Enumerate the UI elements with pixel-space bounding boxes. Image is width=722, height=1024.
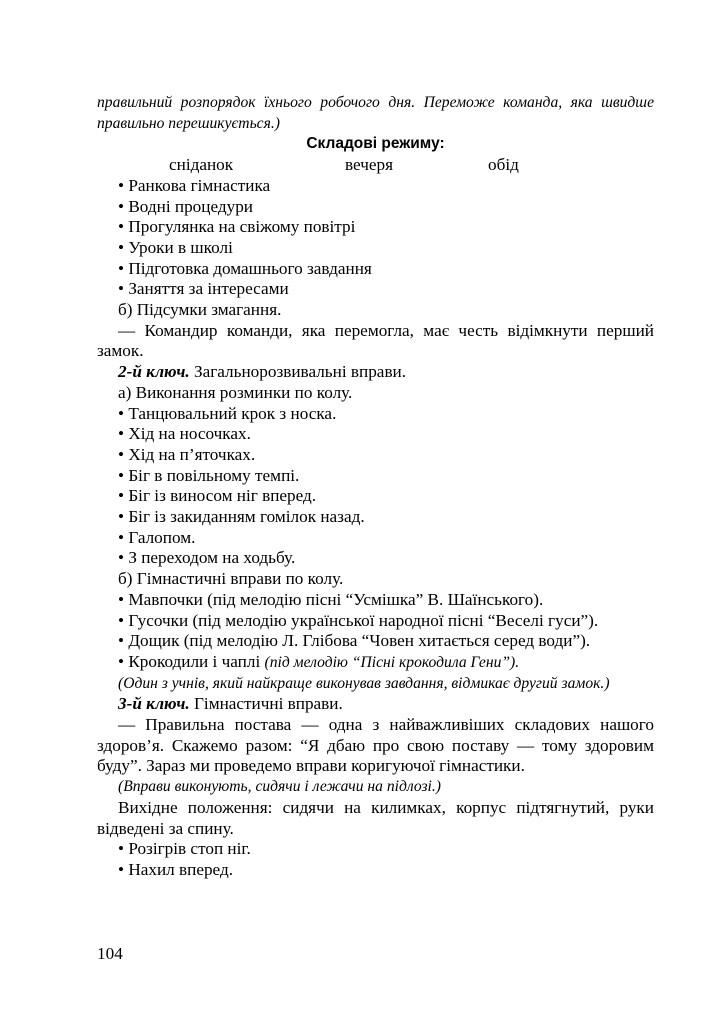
key2-text: Загальнорозвивальні вправи. bbox=[189, 362, 407, 382]
key3-label: 3-й ключ. bbox=[118, 694, 190, 714]
list-item: • Біг в повільному темпі. bbox=[118, 465, 300, 485]
gym-last-note: (під мелодію “Пісні крокодила Гени”). bbox=[264, 653, 520, 671]
meal-lunch: обід bbox=[488, 155, 519, 175]
regime-heading: Складові режиму: bbox=[306, 135, 445, 153]
list-item: • Заняття за інтересами bbox=[118, 279, 289, 299]
list-item: • Розігрів стоп ніг. bbox=[118, 839, 251, 859]
meal-breakfast: сніданок bbox=[169, 155, 234, 175]
list-item: • Біг із виносом ніг вперед. bbox=[118, 486, 317, 506]
posture-paragraph: — Правильна постава — одна з найважливіших складових нашого здоров’я. Скажемо разом: “Я дбаю про свою поставу — тому здоровим буду”. Зараз ми проведемо вправи коригуючої гімнастики. bbox=[97, 715, 654, 776]
list-item: • Ранкова гімнастика bbox=[118, 175, 271, 195]
key2-line bbox=[97, 362, 654, 383]
meal-dinner: вечеря bbox=[345, 155, 393, 175]
start-position-paragraph: Вихідне положення: сидячи на килимках, корпус підтягнутий, руки відведені за спину. bbox=[97, 797, 654, 838]
list-item: • Танцювальний крок з носка. bbox=[118, 403, 337, 423]
list-item: • Прогулянка на свіжому повітрі bbox=[118, 217, 356, 237]
key2-label: 2-й ключ. bbox=[118, 362, 190, 382]
second-lock-note: (Один з учнів, який найкраще виконував завдання, відмикає другий замок.) bbox=[118, 674, 610, 692]
list-item: • Підготовка домашнього завдання bbox=[118, 258, 372, 278]
summary-line: б) Підсумки змагання. bbox=[118, 300, 282, 320]
list-item bbox=[97, 652, 654, 674]
intro-text: правильний розпорядок їхнього робочого дня. Переможе команда, яка швидше правильно перешикується.) bbox=[97, 94, 654, 132]
gym-label: б) Гімнастичні вправи по колу. bbox=[118, 569, 344, 589]
key3-line bbox=[97, 694, 654, 715]
list-item: • Хід на носочках. bbox=[118, 424, 251, 444]
key3-text: Гімнастичні вправи. bbox=[189, 694, 343, 714]
list-item: • З переходом на ходьбу. bbox=[118, 548, 296, 568]
list-item: • Нахил вперед. bbox=[118, 860, 233, 879]
list-item: • Дощик (під мелодію Л. Глібова “Човен хитається серед води”). bbox=[118, 631, 591, 651]
page-content bbox=[97, 93, 654, 881]
list-item: • Галопом. bbox=[118, 527, 196, 547]
list-item: • Уроки в школі bbox=[118, 237, 233, 257]
list-item: • Гусочки (під мелодію української народної пісні “Веселі гуси”). bbox=[118, 610, 599, 630]
page-number: 104 bbox=[97, 944, 123, 963]
list-item: • Хід на п’яточках. bbox=[118, 444, 256, 464]
list-item: • Водні процедури bbox=[118, 196, 254, 216]
exercise-note: (Вправи виконують, сидячи і лежачи на підлозі.) bbox=[118, 778, 441, 796]
commander-paragraph: — Командир команди, яка перемогла, має честь відімкнути перший замок. bbox=[97, 320, 654, 361]
warmup-label: а) Виконання розминки по колу. bbox=[118, 382, 353, 402]
list-item: • Біг із закиданням гомілок назад. bbox=[118, 507, 365, 527]
meals-row bbox=[97, 155, 654, 176]
gym-last-text: • Крокодили і чаплі bbox=[118, 651, 265, 671]
list-item: • Мавпочки (під мелодію пісні “Усмішка” В. Шаїнського). bbox=[118, 589, 544, 609]
